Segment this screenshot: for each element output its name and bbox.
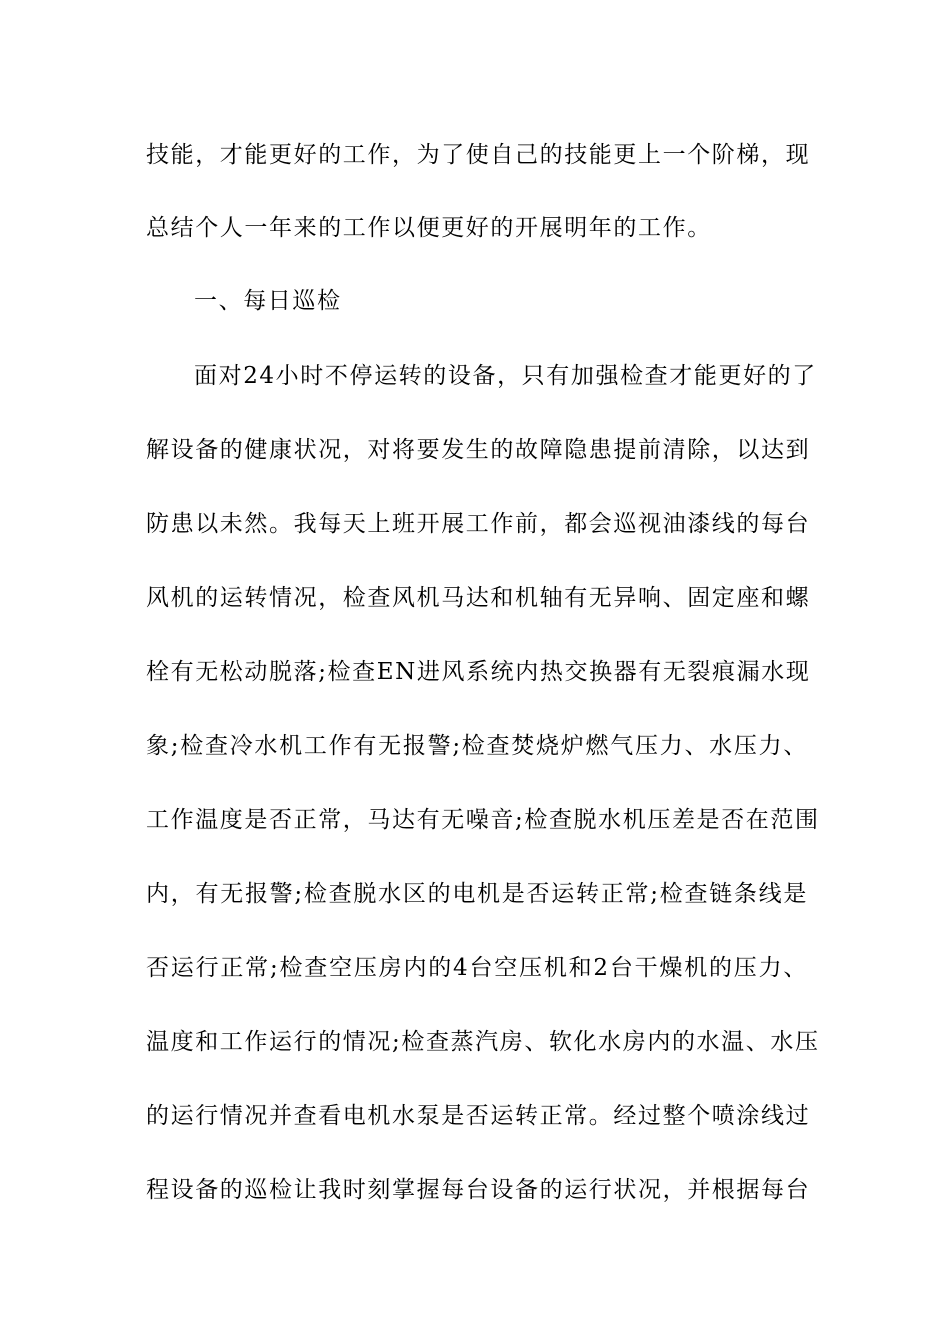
text-line-5: 解设备的健康状况，对将要发生的故障隐患提前清除，以达到: [146, 437, 811, 463]
text-line-14: 的运行情况并查看电机水泵是否运转正常。经过整个喷涂线过: [146, 1103, 811, 1129]
section-heading: 一、每日巡检: [194, 288, 342, 314]
text-line-7: 风机的运转情况，检查风机马达和机轴有无异响、固定座和螺: [146, 585, 811, 611]
text-line-6: 防患以未然。我每天上班开展工作前，都会巡视油漆线的每台: [146, 511, 811, 537]
text-line-10: 工作温度是否正常，马达有无噪音;检查脱水机压差是否在范围: [146, 807, 820, 833]
text-line-9: 象;检查冷水机工作有无报警;检查焚烧炉燃气压力、水压力、: [146, 733, 808, 759]
text-line-8: 栓有无松动脱落;检查EN进风系统内热交换器有无裂痕漏水现: [146, 659, 811, 685]
text-line-11: 内，有无报警;检查脱水区的电机是否运转正常;检查链条线是: [146, 881, 808, 907]
text-line-15: 程设备的巡检让我时刻掌握每台设备的运行状况，并根据每台: [146, 1177, 811, 1203]
text-line-1: 技能，才能更好的工作，为了使自己的技能更上一个阶梯，现: [146, 142, 811, 168]
text-line-12: 否运行正常;检查空压房内的4台空压机和2台干燥机的压力、: [146, 955, 808, 981]
text-line-13: 温度和工作运行的情况;检查蒸汽房、软化水房内的水温、水压: [146, 1029, 820, 1055]
text-line-4: 面对24小时不停运转的设备，只有加强检查才能更好的了: [194, 363, 817, 389]
text-line-2: 总结个人一年来的工作以便更好的开展明年的工作。: [146, 215, 712, 241]
